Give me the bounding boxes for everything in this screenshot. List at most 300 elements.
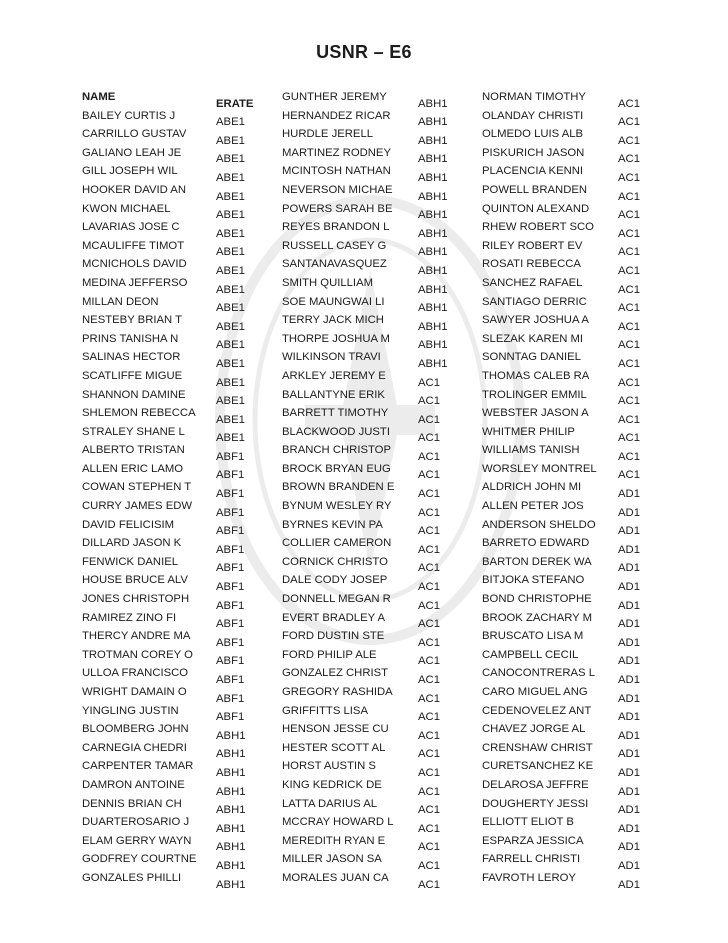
sailor-rate: ABE1 xyxy=(216,395,245,408)
roster-row xyxy=(482,330,678,352)
sailor-rate: ABH1 xyxy=(418,246,448,259)
sailor-rate: AC1 xyxy=(418,748,440,761)
roster-row xyxy=(282,757,478,779)
sailor-name: HORST AUSTIN S xyxy=(282,760,376,773)
sailor-rate: AC1 xyxy=(418,785,440,798)
sailor-name: KWON MICHAEL xyxy=(82,202,171,215)
sailor-rate: ABH1 xyxy=(418,302,448,315)
sailor-rate: ABE1 xyxy=(216,357,245,370)
sailor-name: STRALEY SHANE L xyxy=(82,425,185,438)
roster-row xyxy=(282,125,478,147)
roster-row xyxy=(282,330,478,352)
sailor-rate: AC1 xyxy=(418,432,440,445)
sailor-rate: ABF1 xyxy=(216,618,245,631)
sailor-rate: ABH1 xyxy=(418,339,448,352)
roster-row xyxy=(82,609,276,631)
sailor-name: BROOK ZACHARY M xyxy=(482,611,593,624)
sailor-rate: ABH1 xyxy=(418,264,448,277)
sailor-rate: AD1 xyxy=(618,506,640,519)
sailor-rate: ABH1 xyxy=(418,97,448,110)
sailor-rate: ABH1 xyxy=(216,841,246,854)
sailor-name: WEBSTER JASON A xyxy=(482,407,589,420)
sailor-name: FORD DUSTIN STE xyxy=(282,630,385,643)
sailor-rate: ABH1 xyxy=(216,878,246,891)
sailor-rate: ABH1 xyxy=(418,320,448,333)
sailor-rate: AD1 xyxy=(618,729,640,742)
roster-row xyxy=(482,386,678,408)
header-name: NAME xyxy=(82,91,116,103)
sailor-rate: ABE1 xyxy=(216,264,245,277)
sailor-name: KING KEDRICK DE xyxy=(282,778,382,791)
sailor-name: RUSSELL CASEY G xyxy=(282,239,387,252)
roster-row xyxy=(282,423,478,445)
sailor-rate: AC1 xyxy=(418,562,440,575)
sailor-rate: AD1 xyxy=(618,599,640,612)
sailor-name: DALE CODY JOSEP xyxy=(282,574,388,587)
roster-row xyxy=(82,404,276,426)
sailor-rate: AC1 xyxy=(418,469,440,482)
sailor-name: FARRELL CHRISTI xyxy=(482,853,581,866)
sailor-rate: AC1 xyxy=(418,636,440,649)
sailor-rate: ABE1 xyxy=(216,339,245,352)
roster-row xyxy=(82,125,276,147)
sailor-name: DENNIS BRIAN CH xyxy=(82,797,182,810)
roster-row xyxy=(82,255,276,277)
sailor-rate: AD1 xyxy=(618,581,640,594)
sailor-rate: ABE1 xyxy=(216,432,245,445)
roster-row xyxy=(482,850,678,872)
sailor-name: SANTANAVASQUEZ xyxy=(282,258,387,271)
sailor-name: SAWYER JOSHUA A xyxy=(482,314,589,327)
sailor-rate: ABE1 xyxy=(216,302,245,315)
roster-row xyxy=(82,534,276,556)
sailor-rate: AD1 xyxy=(618,711,640,724)
sailor-rate: AC1 xyxy=(618,320,640,333)
sailor-rate: ABH1 xyxy=(216,859,246,872)
roster-row xyxy=(482,646,678,668)
roster-row xyxy=(82,683,276,705)
sailor-name: THERCY ANDRE MA xyxy=(82,630,191,643)
sailor-rate: AC1 xyxy=(618,227,640,240)
sailor-rate: AD1 xyxy=(618,766,640,779)
sailor-name: PLACENCIA KENNI xyxy=(482,165,584,178)
sailor-name: WILKINSON TRAVI xyxy=(282,351,381,364)
sailor-name: GRIFFITTS LISA xyxy=(282,704,368,717)
roster-row xyxy=(282,664,478,686)
sailor-name: CRENSHAW CHRIST xyxy=(482,741,593,754)
sailor-rate: AC1 xyxy=(618,246,640,259)
roster-column-2 xyxy=(282,88,478,891)
sailor-name: MILLER JASON SA xyxy=(282,853,382,866)
sailor-rate: AC1 xyxy=(618,339,640,352)
header-rate: ERATE xyxy=(216,97,254,110)
roster-row xyxy=(82,702,276,724)
sailor-name: QUINTON ALEXAND xyxy=(482,202,590,215)
sailor-name: FENWICK DANIEL xyxy=(82,555,179,568)
roster-row xyxy=(282,274,478,296)
sailor-name: MEDINA JEFFERSO xyxy=(82,276,188,289)
sailor-rate: ABF1 xyxy=(216,636,245,649)
roster-row xyxy=(82,627,276,649)
roster-row xyxy=(482,869,678,891)
sailor-rate: AC1 xyxy=(418,859,440,872)
sailor-name: CARNEGIA CHEDRI xyxy=(82,741,187,754)
roster-columns xyxy=(82,88,682,891)
roster-row xyxy=(282,795,478,817)
sailor-rate: ABE1 xyxy=(216,116,245,129)
sailor-name: OLMEDO LUIS ALB xyxy=(482,128,584,141)
roster-row xyxy=(82,181,276,203)
roster-row xyxy=(282,311,478,333)
roster-row xyxy=(282,609,478,631)
sailor-rate: ABE1 xyxy=(216,283,245,296)
sailor-name: LAVARIAS JOSE C xyxy=(82,221,180,234)
sailor-name: OLANDAY CHRISTI xyxy=(482,109,584,122)
sailor-rate: AC1 xyxy=(418,618,440,631)
sailor-rate: ABH1 xyxy=(418,116,448,129)
sailor-rate: AD1 xyxy=(618,525,640,538)
sailor-name: SANCHEZ RAFAEL xyxy=(482,276,583,289)
roster-row xyxy=(282,776,478,798)
sailor-rate: ABH1 xyxy=(216,766,246,779)
sailor-rate: ABH1 xyxy=(418,153,448,166)
roster-row xyxy=(82,162,276,184)
roster-row xyxy=(82,218,276,240)
sailor-rate: AC1 xyxy=(418,711,440,724)
sailor-name: SONNTAG DANIEL xyxy=(482,351,581,364)
sailor-name: REYES BRANDON L xyxy=(282,221,390,234)
sailor-rate: AC1 xyxy=(618,171,640,184)
sailor-name: FAVROTH LEROY xyxy=(482,871,576,884)
roster-row xyxy=(482,274,678,296)
sailor-rate: AC1 xyxy=(418,395,440,408)
sailor-name: DOUGHERTY JESSI xyxy=(482,797,589,810)
sailor-name: BRUSCATO LISA M xyxy=(482,630,584,643)
sailor-name: CORNICK CHRISTO xyxy=(282,555,388,568)
column-header xyxy=(82,88,276,110)
sailor-name: CHAVEZ JORGE AL xyxy=(482,723,586,736)
sailor-rate: AD1 xyxy=(618,543,640,556)
sailor-rate: AD1 xyxy=(618,562,640,575)
sailor-rate: ABH1 xyxy=(418,171,448,184)
sailor-rate: ABF1 xyxy=(216,692,245,705)
sailor-name: THOMAS CALEB RA xyxy=(482,369,590,382)
sailor-name: MCAULIFFE TIMOT xyxy=(82,239,185,252)
sailor-rate: ABH1 xyxy=(216,822,246,835)
roster-row xyxy=(82,795,276,817)
roster-row xyxy=(82,720,276,742)
sailor-name: ULLOA FRANCISCO xyxy=(82,667,189,680)
sailor-rate: ABH1 xyxy=(418,209,448,222)
sailor-rate: ABH1 xyxy=(216,785,246,798)
roster-row xyxy=(282,534,478,556)
sailor-rate: ABF1 xyxy=(216,655,245,668)
roster-row xyxy=(282,200,478,222)
sailor-rate: ABF1 xyxy=(216,488,245,501)
sailor-rate: AC1 xyxy=(618,116,640,129)
roster-row xyxy=(82,739,276,761)
sailor-name: CAMPBELL CECIL xyxy=(482,648,579,661)
roster-row xyxy=(282,590,478,612)
sailor-rate: AC1 xyxy=(418,525,440,538)
sailor-name: CARO MIGUEL ANG xyxy=(482,686,588,698)
roster-row xyxy=(282,813,478,835)
sailor-rate: ABE1 xyxy=(216,246,245,259)
roster-row xyxy=(282,683,478,705)
sailor-name: HENSON JESSE CU xyxy=(282,723,389,736)
sailor-name: BARTON DEREK WA xyxy=(482,555,592,568)
sailor-rate: ABE1 xyxy=(216,413,245,426)
roster-row xyxy=(482,571,678,594)
roster-row xyxy=(82,553,276,575)
sailor-name: GALIANO LEAH JE xyxy=(82,146,182,159)
roster-row xyxy=(282,832,478,854)
roster-row xyxy=(82,460,276,482)
sailor-rate: AC1 xyxy=(418,488,440,501)
sailor-rate: AC1 xyxy=(618,432,640,445)
sailor-name: WRIGHT DAMAIN O xyxy=(82,686,187,698)
roster-row xyxy=(82,516,276,538)
sailor-name: WILLIAMS TANISH xyxy=(482,444,580,457)
sailor-name: HERNANDEZ RICAR xyxy=(282,109,391,122)
roster-row xyxy=(482,590,678,612)
roster-row xyxy=(482,404,678,426)
sailor-name: BYNUM WESLEY RY xyxy=(282,500,392,513)
sailor-name: SCATLIFFE MIGUE xyxy=(82,369,183,382)
roster-row xyxy=(82,367,276,389)
sailor-rate: ABF1 xyxy=(216,581,245,594)
roster-row xyxy=(282,386,478,408)
sailor-name: HURDLE JERELL xyxy=(282,128,374,141)
sailor-rate: ABE1 xyxy=(216,227,245,240)
sailor-name: BARRETT TIMOTHY xyxy=(282,407,389,420)
roster-row xyxy=(482,516,678,538)
sailor-name: DAMRON ANTOINE xyxy=(82,778,185,791)
sailor-rate: ABH1 xyxy=(216,748,246,761)
roster-row xyxy=(482,293,678,315)
sailor-name: DELAROSA JEFFRE xyxy=(482,778,589,791)
sailor-rate: ABE1 xyxy=(216,171,245,184)
roster-row xyxy=(482,200,678,222)
sailor-name: DILLARD JASON K xyxy=(82,537,182,550)
sailor-name: SHANNON DAMINE xyxy=(82,388,186,401)
roster-row xyxy=(282,460,478,482)
roster-row xyxy=(482,423,678,445)
roster-row xyxy=(282,88,478,110)
sailor-rate: AD1 xyxy=(618,859,640,872)
sailor-rate: AD1 xyxy=(618,488,640,501)
sailor-rate: ABF1 xyxy=(216,469,245,482)
sailor-name: GILL JOSEPH WIL xyxy=(82,165,178,178)
roster-row xyxy=(482,255,678,277)
sailor-rate: AC1 xyxy=(618,450,640,463)
sailor-rate: AC1 xyxy=(618,395,640,408)
roster-row xyxy=(282,646,478,668)
roster-row xyxy=(482,702,678,724)
sailor-name: SMITH QUILLIAM xyxy=(282,276,374,289)
roster-row xyxy=(282,181,478,203)
sailor-rate: AC1 xyxy=(418,543,440,556)
sailor-name: THORPE JOSHUA M xyxy=(282,332,390,345)
roster-row xyxy=(482,107,678,129)
sailor-rate: AC1 xyxy=(618,357,640,370)
sailor-rate: AC1 xyxy=(418,450,440,463)
sailor-name: HESTER SCOTT AL xyxy=(282,741,386,754)
sailor-name: MARTINEZ RODNEY xyxy=(282,146,392,159)
roster-row xyxy=(282,255,478,277)
roster-row xyxy=(482,795,678,817)
sailor-name: PRINS TANISHA N xyxy=(82,332,179,345)
sailor-rate: AC1 xyxy=(418,822,440,835)
sailor-name: ALLEN ERIC LAMO xyxy=(82,462,184,475)
sailor-name: MCCRAY HOWARD L xyxy=(282,816,394,829)
roster-row xyxy=(82,497,276,519)
roster-row xyxy=(282,367,478,389)
sailor-name: ELAM GERRY WAYN xyxy=(82,834,192,847)
roster-row xyxy=(482,478,678,501)
sailor-name: ELLIOTT ELIOT B xyxy=(482,816,574,829)
sailor-rate: AC1 xyxy=(418,729,440,742)
roster-row xyxy=(482,348,678,370)
sailor-rate: ABH1 xyxy=(418,357,448,370)
sailor-name: DUARTEROSARIO J xyxy=(82,816,190,829)
sailor-name: BYRNES KEVIN PA xyxy=(282,518,383,531)
sailor-name: MCNICHOLS DAVID xyxy=(82,258,187,271)
sailor-name: GREGORY RASHIDA xyxy=(282,686,393,698)
sailor-name: SLEZAK KAREN MI xyxy=(482,332,584,345)
sailor-name: GONZALES PHILLI xyxy=(82,871,182,884)
sailor-rate: AD1 xyxy=(618,636,640,649)
roster-row xyxy=(482,739,678,761)
roster-row xyxy=(282,404,478,426)
roster-row xyxy=(282,497,478,519)
roster-row xyxy=(482,218,678,240)
roster-row xyxy=(482,553,678,575)
roster-row xyxy=(82,144,276,166)
sailor-rate: AC1 xyxy=(418,692,440,705)
sailor-name: CEDENOVELEZ ANT xyxy=(482,704,592,717)
roster-row xyxy=(82,776,276,798)
roster-row xyxy=(82,590,276,612)
sailor-rate: AC1 xyxy=(418,413,440,426)
roster-row xyxy=(82,478,276,501)
sailor-rate: AC1 xyxy=(618,97,640,110)
sailor-name: EVERT BRADLEY A xyxy=(282,611,385,624)
sailor-rate: AD1 xyxy=(618,804,640,817)
sailor-rate: ABF1 xyxy=(216,543,245,556)
roster-row xyxy=(482,664,678,686)
sailor-rate: AC1 xyxy=(418,766,440,779)
roster-row xyxy=(82,441,276,463)
sailor-name: BOND CHRISTOPHE xyxy=(482,593,592,606)
sailor-name: ROSATI REBECCA xyxy=(482,258,581,271)
sailor-rate: ABH1 xyxy=(418,283,448,296)
roster-row xyxy=(482,776,678,798)
sailor-name: SALINAS HECTOR xyxy=(82,351,181,364)
roster-row xyxy=(82,330,276,352)
roster-row xyxy=(482,813,678,835)
sailor-rate: AC1 xyxy=(418,878,440,891)
roster-row xyxy=(482,367,678,389)
sailor-rate: AD1 xyxy=(618,748,640,761)
sailor-name: BARRETO EDWARD xyxy=(482,537,590,550)
roster-row xyxy=(282,850,478,872)
sailor-name: GONZALEZ CHRIST xyxy=(282,667,389,680)
sailor-rate: AC1 xyxy=(418,655,440,668)
sailor-name: TROLINGER EMMIL xyxy=(482,388,587,401)
sailor-name: MEREDITH RYAN E xyxy=(282,834,386,847)
roster-row xyxy=(482,757,678,779)
roster-row xyxy=(482,441,678,463)
roster-row xyxy=(82,237,276,259)
sailor-rate: AC1 xyxy=(418,581,440,594)
roster-row xyxy=(282,553,478,575)
sailor-name: FORD PHILIP ALE xyxy=(282,648,377,661)
roster-row xyxy=(282,627,478,649)
sailor-name: DAVID FELICISIM xyxy=(82,518,175,531)
sailor-rate: AC1 xyxy=(618,469,640,482)
sailor-rate: AC1 xyxy=(418,599,440,612)
roster-row xyxy=(482,311,678,333)
sailor-name: HOUSE BRUCE ALV xyxy=(82,574,188,587)
roster-row xyxy=(282,739,478,761)
sailor-name: NESTEBY BRIAN T xyxy=(82,314,183,327)
roster-row xyxy=(282,218,478,240)
sailor-rate: ABE1 xyxy=(216,190,245,203)
sailor-rate: ABE1 xyxy=(216,134,245,147)
roster-row xyxy=(82,832,276,854)
roster-row xyxy=(82,757,276,779)
sailor-name: BROWN BRANDEN E xyxy=(282,481,395,494)
sailor-name: ESPARZA JESSICA xyxy=(482,834,584,847)
sailor-rate: AC1 xyxy=(418,674,440,686)
sailor-rate: AC1 xyxy=(618,264,640,277)
sailor-name: NORMAN TIMOTHY xyxy=(482,91,586,103)
sailor-name: YINGLING JUSTIN xyxy=(82,704,179,717)
sailor-name: MORALES JUAN CA xyxy=(282,871,389,884)
sailor-rate: AC1 xyxy=(618,190,640,203)
sailor-rate: AD1 xyxy=(618,655,640,668)
sailor-name: CURETSANCHEZ KE xyxy=(482,760,594,773)
roster-row xyxy=(482,683,678,705)
sailor-name: TROTMAN COREY O xyxy=(82,648,193,661)
sailor-name: BAILEY CURTIS J xyxy=(82,109,176,122)
sailor-name: DONNELL MEGAN R xyxy=(282,593,391,606)
roster-row xyxy=(482,181,678,203)
sailor-name: HOOKER DAVID AN xyxy=(82,183,186,196)
sailor-name: SANTIAGO DERRIC xyxy=(482,295,587,308)
roster-row xyxy=(82,423,276,445)
sailor-rate: ABH1 xyxy=(418,134,448,147)
sailor-name: RILEY ROBERT EV xyxy=(482,239,583,252)
roster-row xyxy=(282,720,478,742)
roster-row xyxy=(482,720,678,742)
sailor-rate: AD1 xyxy=(618,785,640,798)
sailor-name: COLLIER CAMERON xyxy=(282,537,392,550)
sailor-name: CANOCONTRERAS L xyxy=(482,667,595,680)
roster-row xyxy=(282,702,478,724)
roster-row xyxy=(282,348,478,370)
roster-row xyxy=(82,348,276,370)
sailor-name: ARKLEY JEREMY E xyxy=(282,369,386,382)
roster-row xyxy=(282,869,478,891)
sailor-rate: ABF1 xyxy=(216,674,245,686)
sailor-name: COWAN STEPHEN T xyxy=(82,481,192,494)
roster-row xyxy=(482,627,678,649)
sailor-rate: AC1 xyxy=(418,376,440,389)
sailor-rate: ABH1 xyxy=(418,190,448,203)
sailor-name: WHITMER PHILIP xyxy=(482,425,575,438)
